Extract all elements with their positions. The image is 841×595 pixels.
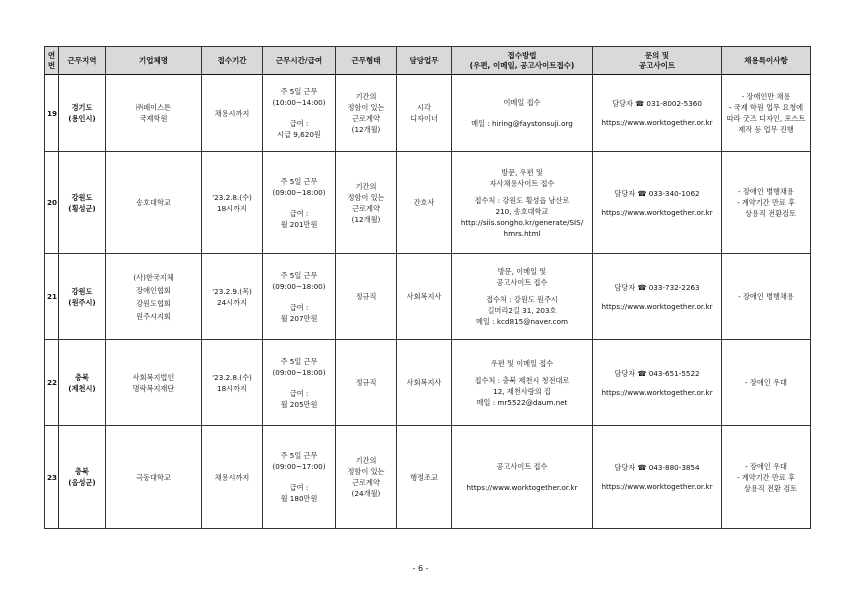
- type-cell: 기간의 정함이 있는 근로계약 (12개월): [336, 75, 397, 152]
- company-cell: 송호대학교: [106, 152, 202, 254]
- notes-cell: - 장애인 우대: [722, 340, 811, 426]
- company-cell: 사회복지법인 명락복지재단: [106, 340, 202, 426]
- header-contact: 문의 및 공고사이트: [593, 47, 722, 75]
- header-duty: 담당업무: [397, 47, 452, 75]
- row-number: 20: [45, 152, 59, 254]
- table-header-row: [45, 47, 811, 75]
- method-cell: 이메일 접수 메일 : hiring@faystonsuji.org: [452, 75, 593, 152]
- header-type: 근무형태: [336, 47, 397, 75]
- period-cell: '23.2.8.(수) 18시까지: [202, 152, 263, 254]
- contact-cell: 담당자 ☎ 033-340-1062 https://www.worktogether.or.kr: [593, 152, 722, 254]
- region-cell: 강원도 (원주시): [59, 254, 106, 340]
- header-method: 접수방법 (우편, 이메일, 공고사이트접수): [452, 47, 593, 75]
- contact-cell: 담당자 ☎ 043-651-5522 https://www.worktogether.or.kr: [593, 340, 722, 426]
- page-number: - 6 -: [412, 564, 429, 573]
- type-cell: 기간의 정함이 있는 근로계약 (24개월): [336, 426, 397, 529]
- period-cell: '23.2.9.(목) 24시까지: [202, 254, 263, 340]
- method-cell: 우편 및 이메일 접수 접수처 : 충북 제천시 청전대로 12, 제천사랑의 집 메일 : mr5522@daum.net: [452, 340, 593, 426]
- notes-cell: - 장애인 우대 - 계약기간 만료 후 상용직 전환 검토: [722, 426, 811, 529]
- region-cell: 경기도 (용인시): [59, 75, 106, 152]
- duty-cell: 시각 디자이너: [397, 75, 452, 152]
- hours-cell: 주 5일 근무 (09:00~18:00) 급여 : 월 201만원: [263, 152, 336, 254]
- contact-cell: 담당자 ☎ 033-732-2263 https://www.worktogether.or.kr: [593, 254, 722, 340]
- table-row: [45, 426, 811, 529]
- hours-cell: 주 5일 근무 (10:00~14:00) 급여 : 시급 9,620원: [263, 75, 336, 152]
- type-cell: 기간의 정함이 있는 근로계약 (12개월): [336, 152, 397, 254]
- company-cell: 극동대학교: [106, 426, 202, 529]
- header-hours: 근무시간/급여: [263, 47, 336, 75]
- table-row: [45, 340, 811, 426]
- job-listing-table: [44, 46, 811, 529]
- row-number: 22: [45, 340, 59, 426]
- hours-cell: 주 5일 근무 (09:00~18:00) 급여 : 월 205만원: [263, 340, 336, 426]
- header-period: 접수기간: [202, 47, 263, 75]
- row-number: 23: [45, 426, 59, 529]
- region-cell: 강원도 (횡성군): [59, 152, 106, 254]
- duty-cell: 행정조교: [397, 426, 452, 529]
- notes-cell: - 장애인 병행채용: [722, 254, 811, 340]
- hours-cell: 주 5일 근무 (09:00~17:00) 급여 : 월 180만원: [263, 426, 336, 529]
- period-cell: 채용시까지: [202, 75, 263, 152]
- header-company: 기업체명: [106, 47, 202, 75]
- header-no: 연 번: [45, 47, 59, 75]
- duty-cell: 간호사: [397, 152, 452, 254]
- notes-cell: - 장애인 병행채용 - 계약기간 만료 후 상용직 전환검토: [722, 152, 811, 254]
- duty-cell: 사회복지사: [397, 340, 452, 426]
- header-notes: 채용특이사항: [722, 47, 811, 75]
- region-cell: 충북 (제천시): [59, 340, 106, 426]
- duty-cell: 사회복지사: [397, 254, 452, 340]
- company-cell: (사)한국지체 장애인협회 강원도협회 원주시지회: [106, 254, 202, 340]
- type-cell: 정규직: [336, 340, 397, 426]
- period-cell: 채용시까지: [202, 426, 263, 529]
- method-cell: 방문, 이메일 및 공고사이트 접수 접수처 : 강원도 원주시 길머리2길 31, 203호 메일 : kcd815@naver.com: [452, 254, 593, 340]
- period-cell: '23.2.8.(수) 18시까지: [202, 340, 263, 426]
- row-number: 21: [45, 254, 59, 340]
- method-cell: 공고사이트 접수 https://www.worktogether.or.kr: [452, 426, 593, 529]
- table-row: [45, 152, 811, 254]
- company-cell: ㈜페이스튼 국제학원: [106, 75, 202, 152]
- table-row: [45, 75, 811, 152]
- contact-cell: 담당자 ☎ 031-8002-5360 https://www.worktogether.or.kr: [593, 75, 722, 152]
- method-cell: 방문, 우편 및 자사채용사이트 접수 접수처 : 강원도 횡성읍 남산로 210, 송호대학교 http://siis.songho.kr/generate/SIS/ hmrs.html: [452, 152, 593, 254]
- notes-cell: - 장애인만 채용 - 국제 학원 업무 요청에 따라 굿즈 디자인, 포스트 제작 등 업무 진행: [722, 75, 811, 152]
- table-row: [45, 254, 811, 340]
- contact-cell: 담당자 ☎ 043-880-3854 https://www.worktogether.or.kr: [593, 426, 722, 529]
- header-region: 근무지역: [59, 47, 106, 75]
- row-number: 19: [45, 75, 59, 152]
- hours-cell: 주 5일 근무 (09:00~18:00) 급여 : 월 207만원: [263, 254, 336, 340]
- type-cell: 정규직: [336, 254, 397, 340]
- region-cell: 충북 (음성군): [59, 426, 106, 529]
